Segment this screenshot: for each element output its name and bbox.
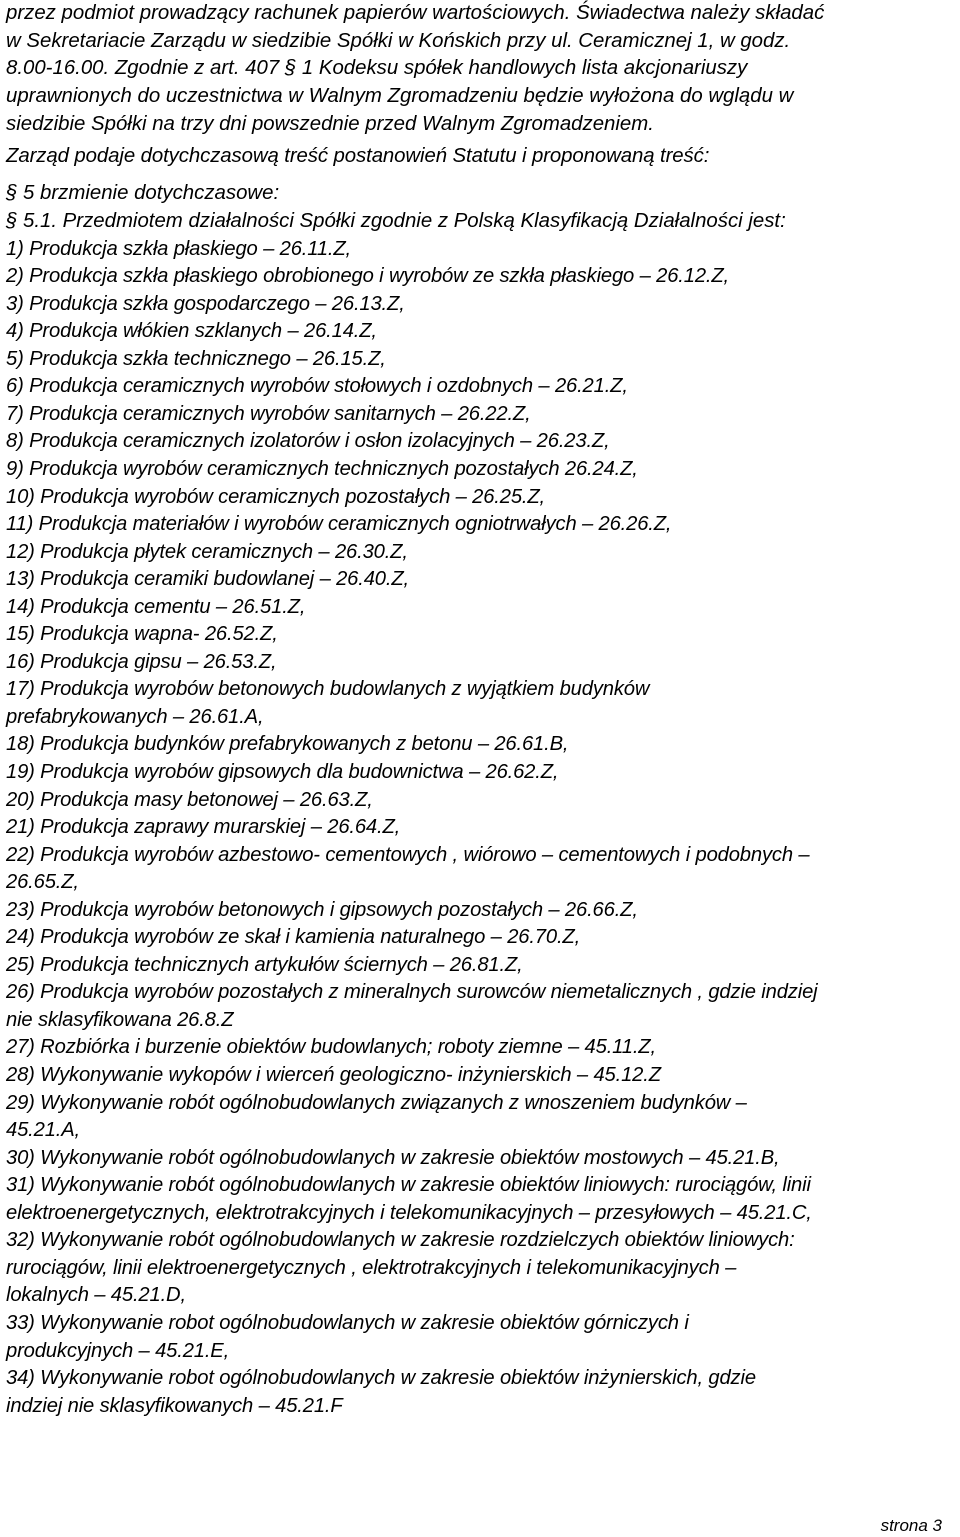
list-item [6, 649, 956, 677]
list-item [6, 759, 956, 787]
list-item [6, 263, 956, 291]
list-item [6, 373, 956, 401]
list-item [6, 511, 956, 539]
list-item-line: 30) Wykonywanie robót ogólnobudowlanych w zakresie obiektów mostowych – 45.21.B, [6, 1146, 780, 1169]
list-item [6, 456, 956, 484]
list-item-line: 3) Produkcja szkła gospodarczego – 26.13.Z, [6, 292, 405, 315]
list-item [6, 787, 956, 815]
intro-line: 8.00-16.00. Zgodnie z art. 407 § 1 Kodeksu spółek handlowych lista akcjonariuszy [6, 57, 748, 80]
list-item-line: 14) Produkcja cementu – 26.51.Z, [6, 595, 306, 618]
list-item [6, 566, 956, 594]
list-item [6, 346, 956, 374]
article-intro: § 5.1. Przedmiotem działalności Spółki zgodnie z Polską Klasyfikacją Działalności jest: [6, 209, 786, 232]
list-item-line: 26) Produkcja wyrobów pozostałych z mineralnych surowców niemetalicznych , gdzie indziej [6, 981, 818, 1004]
list-item-line: nie sklasyfikowana 26.8.Z [6, 1008, 234, 1031]
list-item-line: 7) Produkcja ceramicznych wyrobów sanitarnych – 26.22.Z, [6, 402, 531, 425]
list-item-line: 12) Produkcja płytek ceramicznych – 26.30.Z, [6, 540, 408, 563]
list-item-line: 10) Produkcja wyrobów ceramicznych pozostałych – 26.25.Z, [6, 485, 546, 508]
list-item-line: 22) Produkcja wyrobów azbestowo- cementowych , wiórowo – cementowych i podobnych – [6, 843, 810, 866]
list-item [6, 1172, 956, 1227]
intro-line: w Sekretariacie Zarządu w siedzibie Spółki w Końskich przy ul. Ceramicznej 1, w godz. [6, 29, 791, 52]
list-item [6, 428, 956, 456]
list-item-line: prefabrykowanych – 26.61.A, [6, 705, 264, 728]
list-item [6, 539, 956, 567]
list-item [6, 1062, 956, 1090]
list-item [6, 842, 956, 897]
list-item-line: lokalnych – 45.21.D, [6, 1284, 186, 1307]
list-item-line: produkcyjnych – 45.21.E, [6, 1339, 230, 1362]
list-item [6, 318, 956, 346]
intro-line: siedzibie Spółki na trzy dni powszednie przed Walnym Zgromadzeniem. [6, 112, 654, 135]
list-item-line: 23) Produkcja wyrobów betonowych i gipsowych pozostałych – 26.66.Z, [6, 898, 638, 921]
list-item-line: 25) Produkcja technicznych artykułów ściernych – 26.81.Z, [6, 953, 523, 976]
list-item-line: 8) Produkcja ceramicznych izolatorów i osłon izolacyjnych – 26.23.Z, [6, 430, 610, 453]
list-item [6, 731, 956, 759]
list-item [6, 1034, 956, 1062]
list-item-line: elektroenergetycznych, elektrotrakcyjnych i telekomunikacyjnych – przesyłowych – 45.21.C, [6, 1201, 812, 1224]
list-item [6, 1090, 956, 1145]
list-item-line: 21) Produkcja zaprawy murarskiej – 26.64.Z, [6, 816, 401, 839]
list-item [6, 979, 956, 1034]
list-item [6, 924, 956, 952]
list-item-line: 16) Produkcja gipsu – 26.53.Z, [6, 650, 277, 673]
list-item [6, 621, 956, 649]
list-item-line: 1) Produkcja szkła płaskiego – 26.11.Z, [6, 237, 351, 260]
document-page [6, 0, 956, 1420]
list-item-line: 20) Produkcja masy betonowej – 26.63.Z, [6, 788, 373, 811]
list-item [6, 1365, 956, 1420]
list-item [6, 484, 956, 512]
list-item-line: 18) Produkcja budynków prefabrykowanych z betonu – 26.61.B, [6, 733, 569, 756]
list-item-line: 45.21.A, [6, 1119, 81, 1142]
list-item-line: 24) Produkcja wyrobów ze skał i kamienia naturalnego – 26.70.Z, [6, 926, 581, 949]
list-item [6, 1145, 956, 1173]
list-item-line: 32) Wykonywanie robót ogólnobudowlanych w zakresie rozdzielczych obiektów liniowych: [6, 1229, 795, 1252]
list-item-line: 2) Produkcja szkła płaskiego obrobionego i wyrobów ze szkła płaskiego – 26.12.Z, [6, 265, 730, 288]
list-item [6, 814, 956, 842]
page-number: strona 3 [880, 1516, 942, 1535]
list-item-line: 27) Rozbiórka i burzenie obiektów budowlanych; roboty ziemne – 45.11.Z, [6, 1036, 656, 1059]
list-item-line: 28) Wykonywanie wykopów i wierceń geologiczno- inżynierskich – 45.12.Z [6, 1064, 661, 1087]
list-item-line: 19) Produkcja wyrobów gipsowych dla budownictwa – 26.62.Z, [6, 761, 559, 784]
board-notice: Zarząd podaje dotychczasową treść postanowień Statutu i proponowaną treść: [6, 144, 710, 167]
intro-line: uprawnionych do uczestnictwa w Walnym Zgromadzeniu będzie wyłożona do wglądu w [6, 85, 794, 108]
section-header: § 5 brzmienie dotychczasowe: [6, 182, 280, 205]
list-item-line: 6) Produkcja ceramicznych wyrobów stołowych i ozdobnych – 26.21.Z, [6, 375, 628, 398]
list-item [6, 291, 956, 319]
list-item [6, 1310, 956, 1365]
list-item [6, 952, 956, 980]
list-item-line: 15) Produkcja wapna- 26.52.Z, [6, 623, 278, 646]
list-item [6, 236, 956, 264]
list-item-line: 4) Produkcja włókien szklanych – 26.14.Z, [6, 320, 377, 343]
activity-list [6, 236, 956, 1421]
list-item [6, 594, 956, 622]
list-item-line: rurociągów, linii elektroenergetycznych , elektrotrakcyjnych i telekomunikacyjnych – [6, 1256, 737, 1279]
list-item [6, 897, 956, 925]
list-item-line: 26.65.Z, [6, 871, 79, 894]
list-item-line: 33) Wykonywanie robot ogólnobudowlanych w zakresie obiektów górniczych i [6, 1311, 689, 1334]
list-item-line: indziej nie sklasyfikowanych – 45.21.F [6, 1394, 343, 1417]
list-item-line: 11) Produkcja materiałów i wyrobów ceramicznych ogniotrwałych – 26.26.Z, [6, 513, 672, 536]
list-item-line: 9) Produkcja wyrobów ceramicznych technicznych pozostałych 26.24.Z, [6, 458, 638, 480]
list-item-line: 34) Wykonywanie robot ogólnobudowlanych w zakresie obiektów inżynierskich, gdzie [6, 1367, 756, 1390]
intro-paragraph [6, 0, 956, 139]
list-item [6, 1227, 956, 1310]
list-item-line: 5) Produkcja szkła technicznego – 26.15.Z, [6, 347, 386, 370]
list-item-line: 17) Produkcja wyrobów betonowych budowlanych z wyjątkiem budynków [6, 678, 650, 701]
list-item [6, 401, 956, 429]
list-item [6, 676, 956, 731]
list-item-line: 29) Wykonywanie robót ogólnobudowlanych związanych z wnoszeniem budynków – [6, 1091, 747, 1114]
intro-line: przez podmiot prowadzący rachunek papierów wartościowych. Świadectwa należy składać [6, 2, 825, 24]
list-item-line: 31) Wykonywanie robót ogólnobudowlanych w zakresie obiektów liniowych: rurociągów, linii [6, 1174, 811, 1197]
list-item-line: 13) Produkcja ceramiki budowlanej – 26.40.Z, [6, 568, 409, 591]
